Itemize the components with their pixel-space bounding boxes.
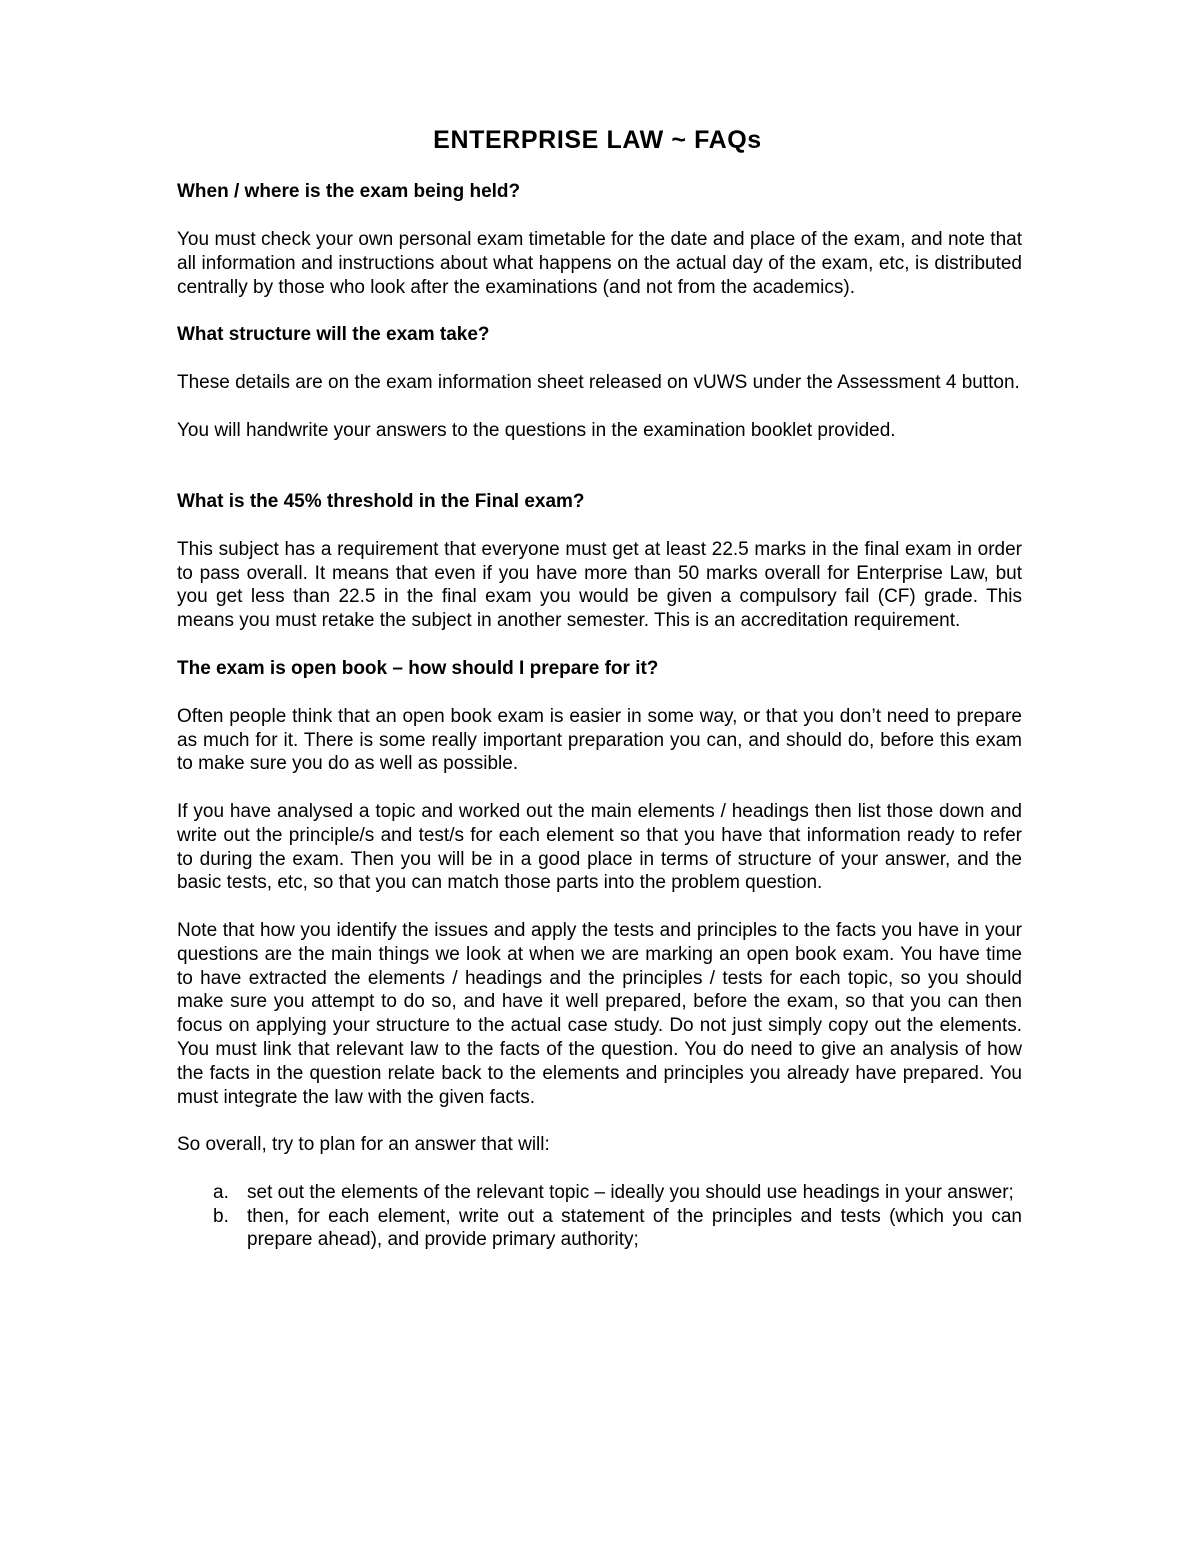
document-title: ENTERPRISE LAW ~ FAQs — [433, 126, 762, 154]
faq-heading-threshold: What is the 45% threshold in the Final exam? — [177, 490, 585, 512]
faq-answer-paragraph: You must check your own personal exam timetable for the date and place of the exam, and note that all information and instructions about what happens on the actual day of the exam, etc, is distributed centrally by those who look after the examinations (and not from the academics). — [177, 229, 1022, 298]
list-marker: a. — [213, 1181, 229, 1203]
faq-answer-paragraph: If you have analysed a topic and worked out the main elements / headings then list those down and write out the principle/s and test/s for each element so that you have that information ready to refer to during the exam. Then you will be in a good place in terms of structure of your answer, and the basic tests, etc, so that you can match those parts into the problem question. — [177, 801, 1022, 894]
faq-answer-paragraph: So overall, try to plan for an answer that will: — [177, 1134, 550, 1156]
faq-heading-open-book: The exam is open book – how should I prepare for it? — [177, 657, 659, 679]
faq-answer-paragraph: You will handwrite your answers to the questions in the examination booklet provided. — [177, 419, 896, 441]
blank-line — [177, 466, 1022, 490]
faq-heading-exam-structure: What structure will the exam take? — [177, 324, 490, 346]
list-item-text: then, for each element, write out a statement of the principles and tests (which you can prepare ahead), and provide primary authority; — [247, 1205, 1022, 1251]
faq-answer-paragraph: Often people think that an open book exam is easier in some way, or that you don’t need to prepare as much for it. There is some really important preparation you can, and should do, before this exam to make sure you do as well as possible. — [177, 705, 1022, 775]
faq-heading-exam-location: When / where is the exam being held? — [177, 181, 521, 202]
answer-plan-list — [177, 1181, 1022, 1252]
list-marker: b. — [213, 1205, 229, 1227]
faq-answer-paragraph: These details are on the exam information sheet released on vUWS under the Assessment 4 button. — [177, 372, 1020, 394]
list-item — [177, 1205, 1022, 1253]
document-page — [177, 124, 1022, 1252]
faq-answer-paragraph: Note that how you identify the issues and apply the tests and principles to the facts you have in your questions are the main things we look at when we are marking an open book exam. You have time to have extracted the elements / headings and the principles / tests for each topic, so you should make sure you attempt to do so, and have it well prepared, before the exam, so that you can then focus on applying your structure to the actual case study. Do not just simply copy out the elements. You must link that relevant law to the facts of the question. You do need to give an analysis of how the facts in the question relate back to the elements and principles you already have prepared. You must integrate the law with the given facts. — [177, 920, 1022, 1108]
list-item — [177, 1181, 1022, 1205]
faq-answer-paragraph: This subject has a requirement that everyone must get at least 22.5 marks in the final exam in order to pass overall. It means that even if you have more than 50 marks overall for Enterprise Law, but you get less than 22.5 in the final exam you would be given a compulsory fail (CF) grade. This means you must retake the subject in another semester. This is an accreditation requirement. — [177, 538, 1022, 632]
list-item-text: set out the elements of the relevant topic – ideally you should use headings in your answer; — [247, 1181, 1014, 1203]
